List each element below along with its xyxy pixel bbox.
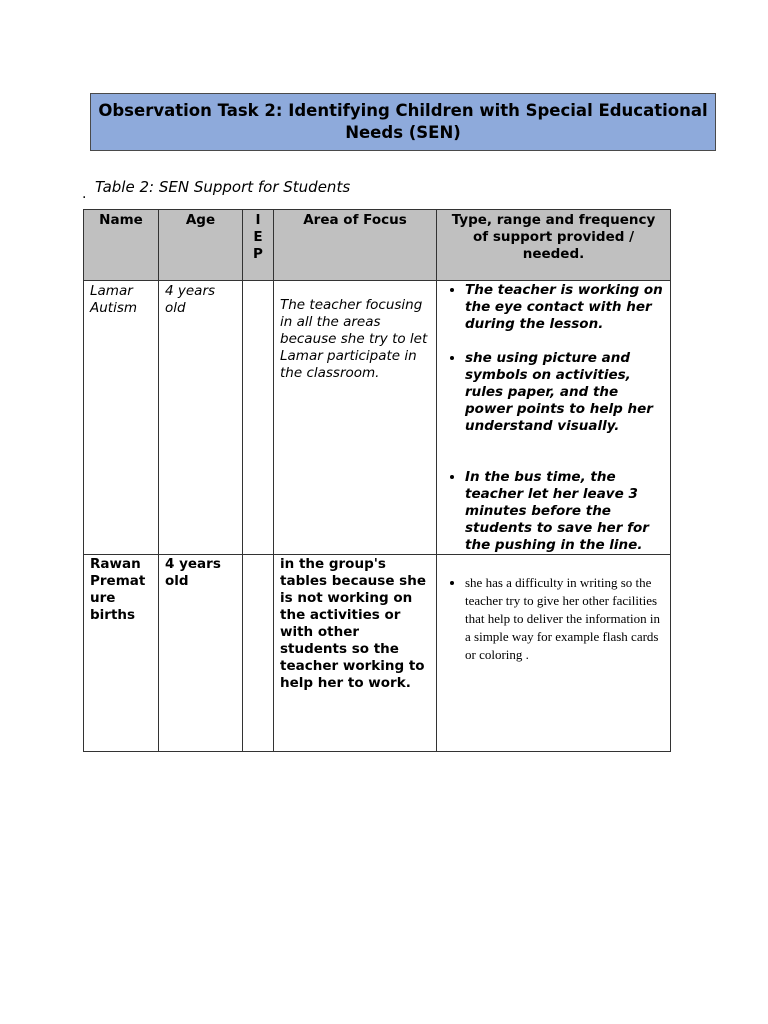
cell-name xyxy=(84,281,159,555)
support-list xyxy=(442,282,666,554)
cell-support xyxy=(437,281,671,555)
focus-text: in the group's tables because she is not working on the activities or with other students so the teacher working to help her to work. xyxy=(280,556,426,691)
header-iep-text: IEP xyxy=(253,212,263,262)
name-line: Premat xyxy=(90,573,146,589)
name-line: ure xyxy=(90,590,116,606)
document-title: Observation Task 2: Identifying Children with Special Educational Needs (SEN) xyxy=(90,93,716,151)
table-caption: Table 2: SEN Support for Students xyxy=(95,178,351,196)
support-list xyxy=(442,574,666,664)
table-row xyxy=(84,281,671,555)
name-line: Autism xyxy=(90,300,138,316)
cell-name xyxy=(84,555,159,752)
cell-age: 4 years old xyxy=(159,555,243,752)
support-item: • she has a difficulty in writing so the teacher try to give her other facilities that help to deliver the information in a simple way for example flash cards or coloring . xyxy=(465,574,666,664)
focus-text: The teacher focusing in all the areas because she try to let Lamar participate in the classroom. xyxy=(280,297,428,381)
header-age: Age xyxy=(159,210,243,281)
caption-marker: . xyxy=(82,186,87,202)
header-support: Type, range and frequency of support provided / needed. xyxy=(437,210,671,281)
cell-iep xyxy=(243,281,274,555)
cell-support xyxy=(437,555,671,752)
table-row xyxy=(84,555,671,752)
cell-area-of-focus xyxy=(274,281,437,555)
table-header-row xyxy=(84,210,671,281)
header-area-of-focus: Area of Focus xyxy=(274,210,437,281)
cell-area-of-focus xyxy=(274,555,437,752)
support-item: • she using picture and symbols on activities, rules paper, and the power points to help her understand visually. xyxy=(465,350,666,435)
name-line: Rawan xyxy=(90,556,141,572)
header-iep xyxy=(243,210,274,281)
header-name: Name xyxy=(84,210,159,281)
name-line: Lamar xyxy=(90,283,133,299)
cell-age: 4 years old xyxy=(159,281,243,555)
support-item: • The teacher is working on the eye contact with her during the lesson. xyxy=(465,282,666,333)
name-line: births xyxy=(90,607,136,623)
cell-iep xyxy=(243,555,274,752)
sen-support-table xyxy=(83,209,671,752)
support-item: • In the bus time, the teacher let her leave 3 minutes before the students to save her for the pushing in the line. xyxy=(465,469,666,554)
